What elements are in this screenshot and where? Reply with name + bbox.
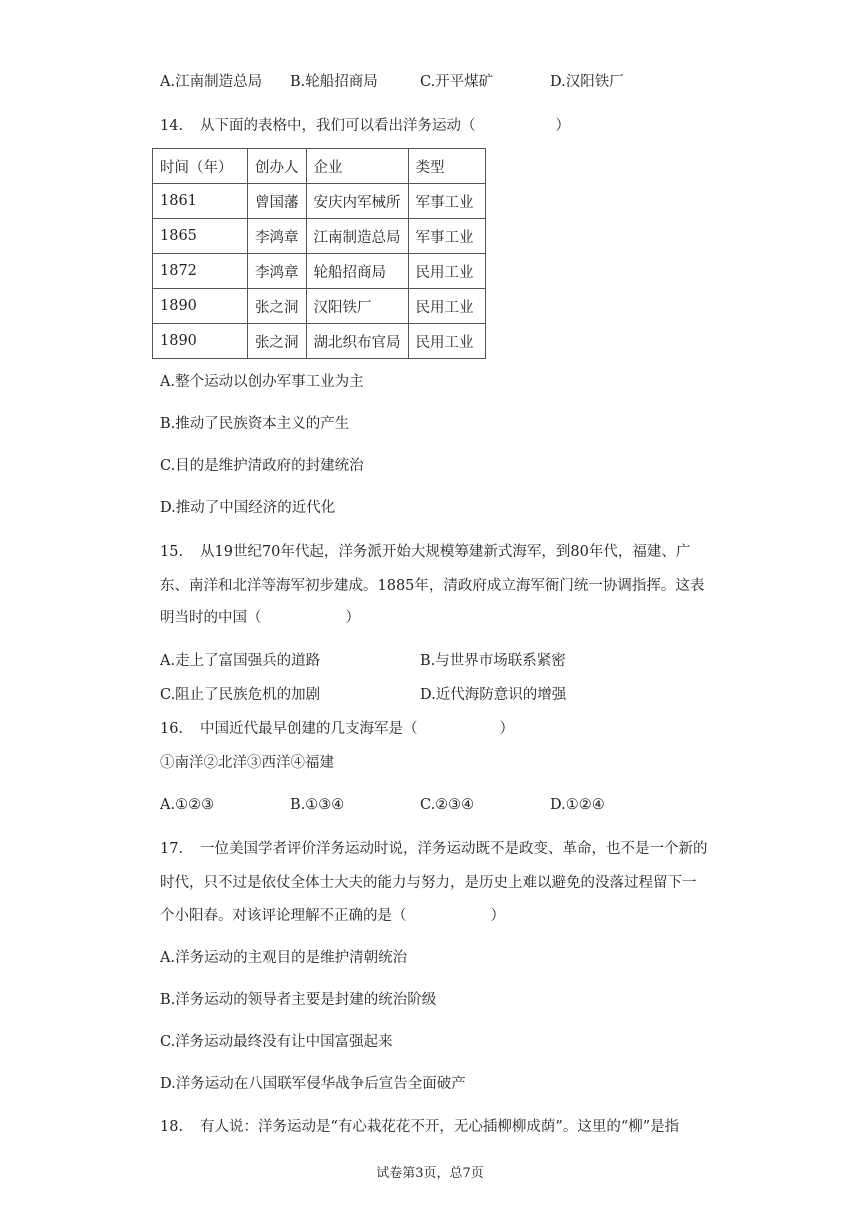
q13-option-b: B.轮船招商局	[290, 74, 378, 90]
q16-option-c: C.②③④	[420, 797, 475, 813]
question-number: 14.	[160, 118, 184, 134]
question-number: 18.	[160, 1119, 184, 1135]
q16-option-b: B.①③④	[290, 797, 345, 813]
table-row	[153, 219, 486, 254]
q17-option-c: C.洋务运动最终没有让中国富强起来	[160, 1034, 393, 1050]
table-cell: 李鸿章	[248, 219, 307, 254]
q15-option-c: C.阻止了民族危机的加剧	[160, 687, 321, 703]
table-header: 创办人	[248, 149, 307, 184]
table-cell: 李鸿章	[248, 254, 307, 289]
table-row	[153, 184, 486, 219]
table-cell: 民用工业	[408, 324, 485, 359]
q15-option-a: A.走上了富国强兵的道路	[160, 653, 321, 669]
table-cell: 张之洞	[248, 324, 307, 359]
q16-items: ①南洋②北洋③西洋④福建	[160, 755, 334, 771]
q17-stem-line2: 时代，只不过是依仗全体士大夫的能力与努力，是历史上难以避免的没落过程留下一	[160, 875, 697, 891]
q15-stem-line3: 明当时的中国（ ）	[160, 610, 360, 626]
table-cell: 湖北织布官局	[306, 324, 408, 359]
table-cell: 1872	[153, 254, 248, 289]
table-cell: 江南制造总局	[306, 219, 408, 254]
table-row	[153, 254, 486, 289]
q15-stem-line2: 东、南洋和北洋等海军初步建成。1885年，清政府成立海军衙门统一协调指挥。这表	[160, 578, 705, 594]
q18-stem-line1: 18. 有人说：洋务运动是“有心栽花花不开，无心插柳柳成荫”。这里的“柳”是指	[160, 1119, 680, 1135]
table-cell: 军事工业	[408, 219, 485, 254]
q14-option-b: B.推动了民族资本主义的产生	[160, 416, 350, 432]
q14-table	[152, 148, 486, 359]
q17-stem-line3: 个小阳春。对该评论理解不正确的是（ ）	[160, 908, 505, 924]
q13-option-c: C.开平煤矿	[420, 74, 494, 90]
q16-option-d: D.①②④	[550, 797, 605, 813]
table-row	[153, 324, 486, 359]
q15-option-b: B.与世界市场联系紧密	[420, 653, 566, 669]
question-number: 16.	[160, 721, 184, 737]
table-cell: 军事工业	[408, 184, 485, 219]
table-cell: 1861	[153, 184, 248, 219]
table-header: 类型	[408, 149, 485, 184]
table-cell: 民用工业	[408, 289, 485, 324]
question-number: 15.	[160, 544, 184, 560]
table-cell: 轮船招商局	[306, 254, 408, 289]
q14-stem: 14. 从下面的表格中，我们可以看出洋务运动（ ）	[160, 118, 570, 134]
table-header-row	[153, 149, 486, 184]
question-number: 17.	[160, 841, 184, 857]
q17-stem-line1: 17. 一位美国学者评价洋务运动时说，洋务运动既不是政变、革命，也不是一个新的	[160, 841, 708, 857]
q15-stem-line1: 15. 从19世纪70年代起，洋务派开始大规模筹建新式海军，到80年代，福建、广	[160, 544, 691, 560]
table-cell: 张之洞	[248, 289, 307, 324]
q16-stem: 16. 中国近代最早创建的几支海军是（ ）	[160, 721, 514, 737]
page-footer: 试卷第3页，总7页	[376, 1166, 484, 1181]
table-cell: 安庆内军械所	[306, 184, 408, 219]
table-cell: 1890	[153, 324, 248, 359]
q16-option-a: A.①②③	[160, 797, 215, 813]
table-cell: 曾国藩	[248, 184, 307, 219]
q13-option-d: D.汉阳铁厂	[550, 74, 624, 90]
table-cell: 1890	[153, 289, 248, 324]
q17-option-b: B.洋务运动的领导者主要是封建的统治阶级	[160, 992, 437, 1008]
table-header: 企业	[306, 149, 408, 184]
table-cell: 1865	[153, 219, 248, 254]
q17-option-d: D.洋务运动在八国联军侵华战争后宣告全面破产	[160, 1076, 466, 1092]
table-cell: 汉阳铁厂	[306, 289, 408, 324]
q14-option-a: A.整个运动以创办军事工业为主	[160, 374, 364, 390]
q17-option-a: A.洋务运动的主观目的是维护清朝统治	[160, 950, 408, 966]
table-cell: 民用工业	[408, 254, 485, 289]
q13-option-a: A.江南制造总局	[160, 74, 263, 90]
q14-option-c: C.目的是维护清政府的封建统治	[160, 458, 364, 474]
table-header: 时间（年）	[153, 149, 248, 184]
table-row	[153, 289, 486, 324]
q15-option-d: D.近代海防意识的增强	[420, 687, 567, 703]
q14-option-d: D.推动了中国经济的近代化	[160, 500, 336, 516]
